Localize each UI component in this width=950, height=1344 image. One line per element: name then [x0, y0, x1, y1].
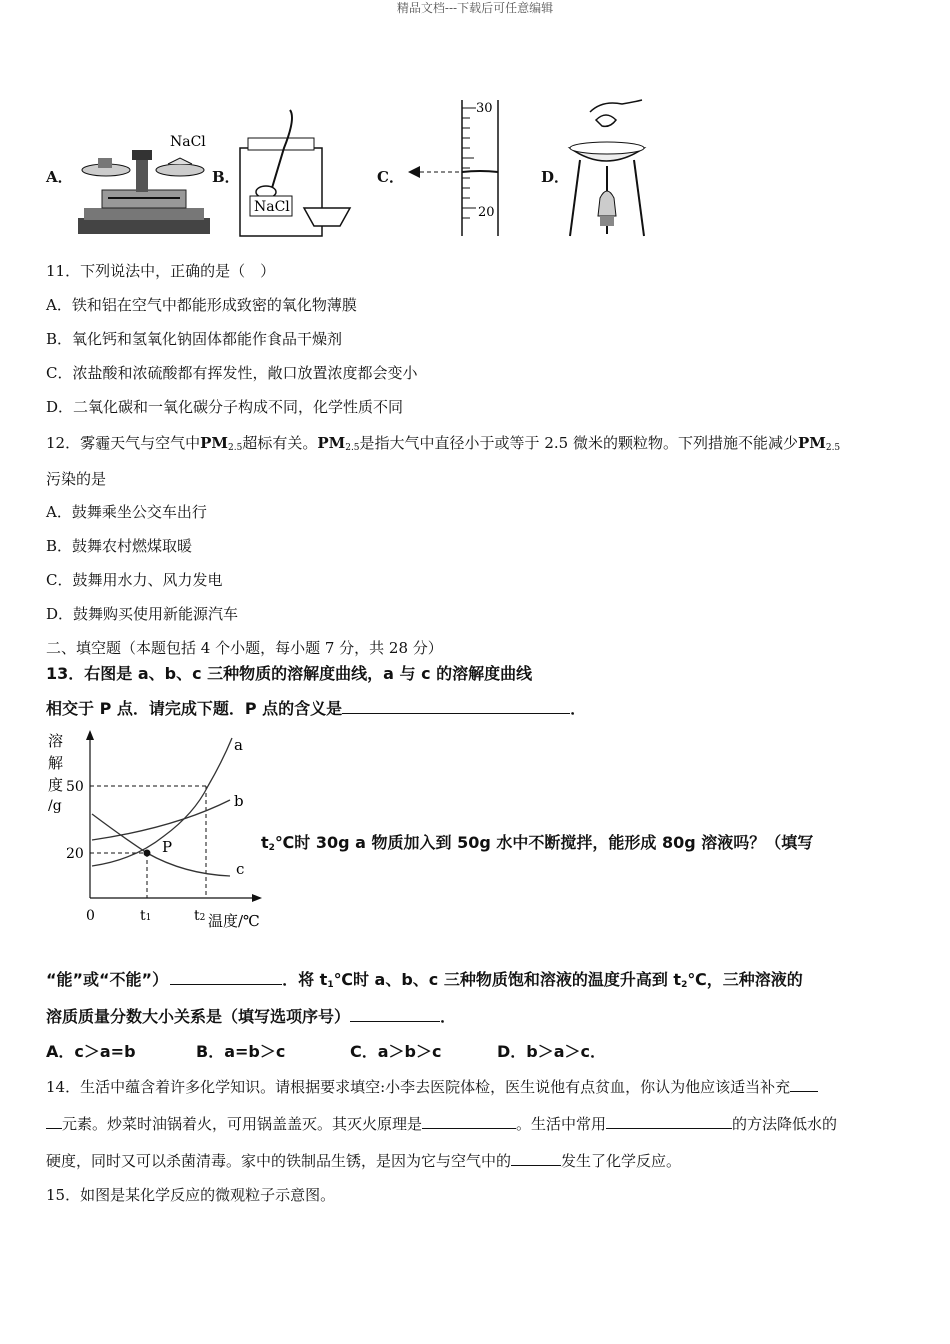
q11-option-b: B．氧化钙和氢氧化钠固体都能作食品干燥剂 — [46, 330, 343, 348]
y-tick-50: 50 — [66, 779, 84, 795]
q14-line2-c: 的方法降低水的 — [732, 1115, 838, 1133]
x-axis-arrow — [252, 894, 262, 902]
q12-stem — [46, 433, 840, 458]
answer-blank-p-meaning[interactable] — [342, 699, 570, 714]
q14-line3-a: 硬度，同时又可以杀菌清毒。家中的铁制品生锈，是因为它与空气中的 — [46, 1152, 512, 1170]
reagent-bottle-illustration — [236, 108, 354, 238]
section-2-heading: 二、填空题（本题包括 4 个小题，每小题 7 分，共 28 分） — [46, 639, 443, 657]
y-tick-20: 20 — [66, 846, 84, 862]
evaporation-illustration — [566, 98, 648, 238]
x-tick-t2: t2 — [194, 908, 206, 924]
pm-label-1: PM — [200, 434, 228, 452]
q13-line2-text: 相交于 P 点．请完成下题．P 点的含义是 — [46, 699, 343, 718]
pm-label-2: PM — [317, 434, 346, 452]
t1-sub: 1 — [327, 980, 334, 990]
t2-sub-2: 2 — [681, 980, 688, 990]
ylabel-char-2: 解 — [48, 754, 64, 772]
option-d-label: D． — [541, 168, 570, 186]
q11-option-a: A．铁和铝在空气中都能形成致密的氧化物薄膜 — [46, 296, 357, 314]
q13-option-a: A．c＞a=b — [46, 1042, 136, 1061]
balance-illustration — [72, 128, 214, 238]
answer-blank-can-form[interactable] — [170, 970, 282, 985]
answer-blank-water-method[interactable] — [606, 1114, 732, 1129]
x-axis-label: 温度/℃ — [208, 912, 260, 930]
q13-line5 — [46, 1007, 456, 1027]
option-a-label: A． — [46, 168, 73, 186]
answer-blank-element-1[interactable] — [790, 1077, 818, 1092]
curve-b-label: b — [234, 792, 244, 810]
ylabel-unit: /g — [48, 798, 62, 814]
q13-line5-text: 溶质质量分数大小关系是（填写选项序号） — [46, 1007, 351, 1026]
pm-sub-2: 2.5 — [345, 443, 360, 453]
q12-text-3: 是指大气中直径小于或等于 2.5 微米的颗粒物。下列措施不能减少 — [359, 434, 798, 452]
cylinder-scale-20: 20 — [478, 205, 495, 220]
q14-line2-a: 元素。炒菜时油锅着火，可用锅盖盖灭。其灭火原理是 — [62, 1115, 423, 1133]
curve-c-label: c — [236, 860, 245, 878]
answer-blank-fire-principle[interactable] — [422, 1114, 516, 1129]
solubility-chart — [44, 728, 266, 932]
answer-blank-order[interactable] — [350, 1007, 440, 1022]
x-tick-t1: t1 — [140, 908, 152, 924]
cylinder-scale-30: 30 — [476, 101, 493, 116]
q12-option-c: C．鼓舞用水力、风力发电 — [46, 571, 223, 589]
y-axis-arrow — [86, 730, 94, 740]
option-c-label: C． — [377, 168, 404, 186]
q15-stem: 15．如图是某化学反应的微观粒子示意图。 — [46, 1186, 336, 1204]
q12-stem-line2: 污染的是 — [46, 470, 107, 488]
t2-label: t — [261, 833, 269, 852]
q13-line2 — [46, 699, 586, 719]
curve-b — [92, 800, 230, 840]
q13-side-text — [261, 833, 813, 858]
q13-line4-b: ．将 t — [282, 970, 328, 989]
q11-stem: 11．下列说法中，正确的是（ ） — [46, 262, 276, 280]
nacl-label-b: NaCl — [254, 199, 290, 215]
pm-sub-1: 2.5 — [227, 443, 243, 453]
q14-line3 — [46, 1151, 681, 1171]
ylabel-char-3: 度 — [48, 776, 64, 794]
curve-c — [92, 814, 230, 876]
graduated-cylinder-illustration — [404, 98, 504, 238]
q12-option-b: B．鼓舞农村燃煤取暖 — [46, 537, 193, 555]
t2-sub: 2 — [268, 843, 275, 853]
nacl-label-a: NaCl — [170, 134, 206, 150]
q11-option-d: D．二氧化碳和一氧化碳分子构成不同，化学性质不同 — [46, 398, 404, 416]
q14-line3-b: 发生了化学反应。 — [561, 1152, 682, 1170]
q13-line4-a: “能”或“不能”） — [46, 970, 169, 989]
q13-line4 — [46, 970, 803, 995]
q14-line2-b: 。生活中常用 — [516, 1115, 607, 1133]
q12-text-1: 12．雾霾天气与空气中 — [46, 434, 201, 452]
q13-option-b: B．a=b＞c — [196, 1042, 286, 1061]
answer-blank-element-2[interactable] — [46, 1114, 62, 1129]
q12-option-a: A．鼓舞乘坐公交车出行 — [46, 503, 207, 521]
point-p-label: P — [162, 838, 173, 856]
pm-label-3: PM — [797, 434, 826, 452]
q13-line5-end: ． — [440, 1007, 457, 1026]
q13-option-d: D．b＞a＞c． — [497, 1042, 607, 1061]
q14-line1 — [46, 1077, 818, 1097]
pm-sub-3: 2.5 — [825, 443, 841, 453]
option-b-label: B． — [212, 168, 240, 186]
x-tick-0: 0 — [86, 908, 95, 924]
q13-side-rest: ℃时 30g a 物质加入到 50g 水中不断搅拌，能形成 80g 溶液吗？（填写 — [274, 833, 814, 852]
q12-text-2: 超标有关。 — [242, 434, 318, 452]
q14-line1-text: 14．生活中蕴含着许多化学知识。请根据要求填空:小李去医院体检，医生说他有点贫血，你认为他应该适当补充 — [46, 1078, 791, 1096]
q13-option-c: C．a＞b＞c — [350, 1042, 442, 1061]
point-p — [144, 850, 151, 857]
q13-line4-c: ℃时 a、b、c 三种物质饱和溶液的温度升高到 t — [333, 970, 682, 989]
q13-line2-end: ． — [570, 699, 587, 718]
q12-option-d: D．鼓舞购买使用新能源汽车 — [46, 605, 239, 623]
curve-a-label: a — [234, 736, 243, 754]
q11-option-c: C．浓盐酸和浓硫酸都有挥发性，敞口放置浓度都会变小 — [46, 364, 418, 382]
q14-line2 — [46, 1114, 837, 1134]
ylabel-char-1: 溶 — [48, 732, 64, 750]
q13-line4-d: ℃，三种溶液的 — [687, 970, 803, 989]
page-header: 精品文档---下载后可任意编辑 — [396, 1, 554, 15]
q13-line1: 13．右图是 a、b、c 三种物质的溶解度曲线，a 与 c 的溶解度曲线 — [46, 664, 533, 683]
answer-blank-rust[interactable] — [511, 1151, 561, 1166]
